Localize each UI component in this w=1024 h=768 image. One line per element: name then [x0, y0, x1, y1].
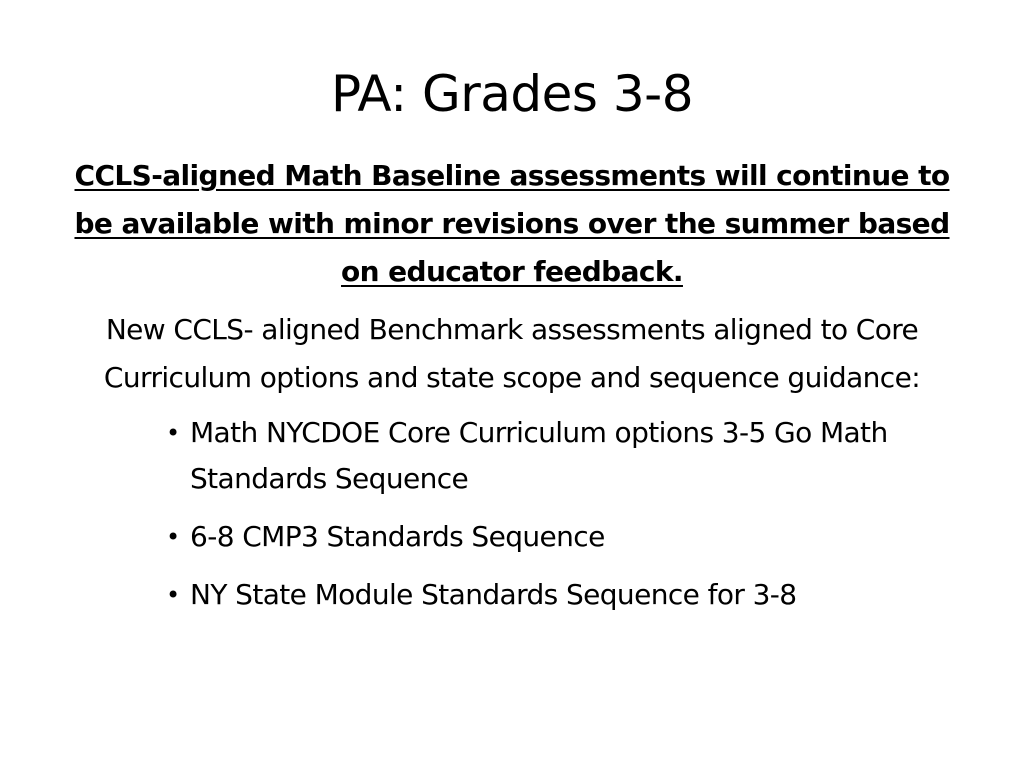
bullet-list — [52, 410, 972, 618]
bullet-icon: • — [166, 419, 180, 447]
list-item — [162, 514, 972, 560]
lead-statement: CCLS-aligned Math Baseline assessments will continue to be available with minor revisions over the summer based on educator feedback. — [74, 159, 950, 288]
body-paragraph: New CCLS- aligned Benchmark assessments aligned to Core Curriculum options and state scope and sequence guidance: — [103, 313, 921, 394]
list-item — [162, 572, 972, 618]
bullet-icon: • — [166, 581, 180, 609]
slide-title: PA: Grades 3-8 — [330, 65, 694, 123]
bullet-text: 6-8 CMP3 Standards Sequence — [190, 520, 605, 553]
slide-body — [52, 152, 972, 630]
bullet-text: Math NYCDOE Core Curriculum options 3-5 Go Math Standards Sequence — [190, 416, 888, 495]
bullet-text: NY State Module Standards Sequence for 3-8 — [190, 578, 797, 611]
bullet-icon: • — [166, 523, 180, 551]
list-item — [162, 410, 972, 502]
